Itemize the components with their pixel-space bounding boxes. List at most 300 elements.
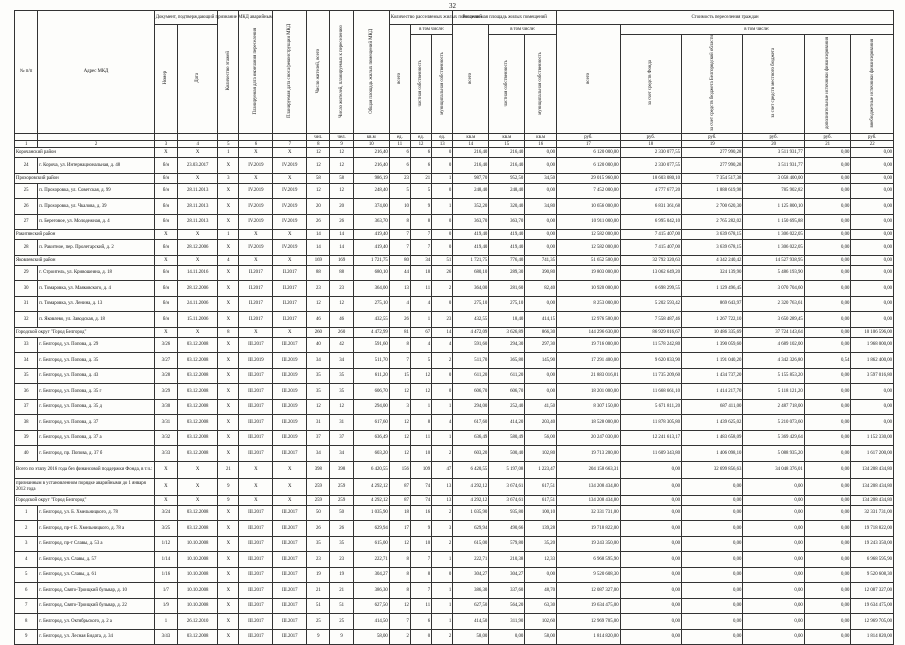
cell: 11 <box>410 430 431 446</box>
cell: 6 <box>410 158 431 174</box>
cell: IV.2019 <box>273 199 307 215</box>
table-row <box>15 614 894 630</box>
cell: 81 <box>389 327 410 337</box>
column-number-cell: 21 <box>804 141 851 148</box>
cell: 0,00 <box>851 312 894 328</box>
table-row <box>15 505 894 521</box>
cell: 0,00 <box>682 583 743 599</box>
table-row <box>15 430 894 446</box>
cell: 47 <box>432 461 453 478</box>
cell: 1 223,47 <box>525 461 557 478</box>
cell: 4 <box>410 337 431 353</box>
cell: 3 070 704,60 <box>743 281 804 297</box>
cell: 67 <box>410 327 431 337</box>
header-no: № п/п <box>15 11 38 134</box>
cell: 0,00 <box>525 214 557 230</box>
cell: 419,40 <box>353 230 389 240</box>
cell: Х <box>218 399 239 415</box>
cell: 398 <box>330 461 353 478</box>
cell: 12 <box>307 183 330 199</box>
cell: 0,00 <box>743 583 804 599</box>
cell: 785 902,82 <box>743 183 804 199</box>
cell: 0,00 <box>804 265 851 281</box>
section-row <box>15 327 894 337</box>
table-row <box>15 158 894 174</box>
cell: 32 699 856,63 <box>682 461 743 478</box>
cell: 1 721,75 <box>353 255 389 265</box>
cell: 216,40 <box>489 158 525 174</box>
cell: 11 <box>410 598 431 614</box>
unit-cell <box>218 134 239 141</box>
cell: 617,51 <box>525 495 557 505</box>
cell: 3 674,61 <box>489 495 525 505</box>
cell: Х <box>273 495 307 505</box>
cell: 0,00 <box>851 230 894 240</box>
cell: 6 968 595,90 <box>851 552 894 568</box>
column-number-cell: 8 <box>307 141 330 148</box>
cell: 952,50 <box>489 173 525 183</box>
cell: III.2017 <box>239 552 273 568</box>
cell: 617,60 <box>353 415 389 431</box>
cell: 0,00 <box>682 536 743 552</box>
cell: 19 634 475,00 <box>851 598 894 614</box>
cell: 13 <box>432 478 453 495</box>
cell: 0,00 <box>851 296 894 312</box>
row-address: п. Ракитное, пер. Пролетарский, д. 2 <box>38 240 154 256</box>
cell: 169 <box>307 255 330 265</box>
cell: 21 <box>410 173 431 183</box>
row-address: г. Белгород, ул. Славы, д. 57 <box>38 552 154 568</box>
cell: Х <box>218 353 239 369</box>
cell: 2 <box>432 536 453 552</box>
cell: 10 486 335,69 <box>682 327 743 337</box>
cell: 0 <box>432 240 453 256</box>
header-doc-number: Номер <box>154 25 177 134</box>
cell: Х <box>273 461 307 478</box>
cell: 21 <box>307 583 330 599</box>
cell: 0,00 <box>682 629 743 645</box>
cell: 12 <box>389 384 410 400</box>
cell: 10 911 000,00 <box>557 214 621 230</box>
column-number-cell: 17 <box>557 141 621 148</box>
cell: 0,00 <box>804 368 851 384</box>
cell: 8 <box>389 337 410 353</box>
cell: Х <box>218 583 239 599</box>
cell: 3 511 931,77 <box>743 148 804 158</box>
header-floors: Количество этажей <box>218 11 239 134</box>
cell: 3 639 678,15 <box>682 230 743 240</box>
cell: 741,35 <box>525 255 557 265</box>
cell: Х <box>154 327 177 337</box>
cell: 0,00 <box>682 614 743 630</box>
unit-cell: ед. <box>389 134 410 141</box>
cell: 8 <box>389 567 410 583</box>
unit-cell: ед. <box>432 134 453 141</box>
column-number-cell: 19 <box>682 141 743 148</box>
cell: 1 814 820,00 <box>851 629 894 645</box>
cell: 0,00 <box>851 265 894 281</box>
cell: Х <box>273 255 307 265</box>
cell: 10 <box>410 446 431 462</box>
cell: 2 330 077,55 <box>620 158 681 174</box>
cell: 8 <box>410 567 431 583</box>
cell: 0,00 <box>620 598 681 614</box>
cell: 58 <box>307 173 330 183</box>
cell: 15 <box>389 368 410 384</box>
cell: II.2017 <box>273 281 307 297</box>
column-number-cell: 15 <box>489 141 525 148</box>
cell: 34 <box>410 255 431 265</box>
cell: 12 <box>330 399 353 415</box>
cell: 6 <box>410 614 431 630</box>
cell: 58,00 <box>525 629 557 645</box>
cell: 134 208 434,80 <box>851 478 894 495</box>
cell: Х <box>178 173 218 183</box>
table-row <box>15 337 894 353</box>
cell: 0,00 <box>851 173 894 183</box>
cell: 3/31 <box>154 415 177 431</box>
cell: 204 158 663,31 <box>557 461 621 478</box>
cell: 8 <box>389 552 410 568</box>
cell: 414,50 <box>353 614 389 630</box>
cell: 0,00 <box>851 415 894 431</box>
cell: 134 208 434,80 <box>851 495 894 505</box>
cell: 11 878 305,80 <box>620 415 681 431</box>
cell: 28.11.2013 <box>178 214 218 230</box>
cell: б/н <box>154 265 177 281</box>
cell: Х <box>218 552 239 568</box>
cell: 9 <box>218 495 239 505</box>
cell: 10.10.2008 <box>178 567 218 583</box>
cell: III.2019 <box>273 384 307 400</box>
cell: 6 420,55 <box>453 461 489 478</box>
cell: 51 <box>432 255 453 265</box>
cell: 11 609 343,80 <box>620 446 681 462</box>
cell: 26 <box>307 214 330 230</box>
cell: 9 620 833,90 <box>620 353 681 369</box>
column-number-cell: 2 <box>38 141 154 148</box>
cell: 1 <box>432 430 453 446</box>
cell: 82,40 <box>525 281 557 297</box>
cell: 7 354 517,38 <box>682 173 743 183</box>
cell: 0,00 <box>804 255 851 265</box>
section-row <box>15 230 894 240</box>
cell: Х <box>218 629 239 645</box>
cell: 1 035,90 <box>353 505 389 521</box>
cell: 0,00 <box>804 148 851 158</box>
cell: 12,33 <box>525 552 557 568</box>
column-number-cell: 12 <box>410 141 431 148</box>
cell: 603,20 <box>353 446 389 462</box>
cell: 10.10.2008 <box>178 583 218 599</box>
cell: Х <box>273 327 307 337</box>
cell: 0,00 <box>620 583 681 599</box>
cell: 3/27 <box>154 353 177 369</box>
table-row <box>15 567 894 583</box>
row-address: п. Яковлево, ул. Заводская, д. 18 <box>38 312 154 328</box>
cell: 86 929 016,67 <box>620 327 681 337</box>
row-address: г. Короча, ул. Интернациональная, д. 48 <box>38 158 154 174</box>
cell: 03.12.2008 <box>178 505 218 521</box>
row-number: 32 <box>15 312 38 328</box>
cell: 4 <box>432 337 453 353</box>
cell: II.2017 <box>273 296 307 312</box>
row-number: 29 <box>15 265 38 281</box>
cell: III.2017 <box>273 505 307 521</box>
cell: 606,70 <box>453 384 489 400</box>
section-row <box>15 173 894 183</box>
cell: 0,00 <box>525 384 557 400</box>
cell: 44 <box>389 265 410 281</box>
cell: 627,50 <box>453 598 489 614</box>
row-address: г. Белгород, ул. Октябрьского, д. 2 а <box>38 614 154 630</box>
row-address: г. Белгород, пр. Попова, д. 37 б <box>38 446 154 462</box>
column-number-cell: 5 <box>218 141 239 148</box>
row-address: г. Белгород, пр-т Славы, д. 53 а <box>38 536 154 552</box>
header-area-group: Расселяемая площадь жилых помещений <box>453 11 557 25</box>
cell: 866,30 <box>525 327 557 337</box>
cell: 0,00 <box>804 230 851 240</box>
cell: 0,00 <box>682 505 743 521</box>
cell: 80 <box>389 255 410 265</box>
cell: 4 292,12 <box>353 478 389 495</box>
row-address: г. Белгород, ул. Попова, д. 35 д <box>38 399 154 415</box>
table-row <box>15 368 894 384</box>
header-residents: Число жителей, всего <box>307 11 330 134</box>
cell: 0,00 <box>489 629 525 645</box>
cell: 617,60 <box>453 415 489 431</box>
cell: 603,20 <box>453 446 489 462</box>
unit-cell: руб. <box>557 134 621 141</box>
cell: 8 <box>410 214 431 230</box>
cell: 216,40 <box>453 158 489 174</box>
cell: Х <box>239 478 273 495</box>
column-number-cell: 1 <box>15 141 38 148</box>
cell: 87 <box>389 478 410 495</box>
cell: 03.12.2008 <box>178 629 218 645</box>
column-number-cell: 7 <box>273 141 307 148</box>
cell: 4 <box>389 296 410 312</box>
row-number: 37 <box>15 399 38 415</box>
unit-cell: руб. <box>620 134 681 141</box>
cell: 0 <box>410 629 431 645</box>
cell: Х <box>273 173 307 183</box>
cell: 0,00 <box>682 478 743 495</box>
cell: Х <box>218 384 239 400</box>
cell: 7 <box>389 353 410 369</box>
cell: 636,49 <box>353 430 389 446</box>
cell: 03.12.2008 <box>178 521 218 537</box>
section-row <box>15 148 894 158</box>
cell: 35 <box>330 536 353 552</box>
cell: 363,70 <box>353 214 389 230</box>
cell: 14 527 938,95 <box>743 255 804 265</box>
header-qty-municipal: муниципальная собственность <box>432 35 453 134</box>
cell: 0,00 <box>804 521 851 537</box>
row-address: г. Белгород, ул. Б. Хмельницкого, д. 78 <box>38 505 154 521</box>
cell: 511,70 <box>353 353 389 369</box>
cell: 629,94 <box>453 521 489 537</box>
cell: 0 <box>432 230 453 240</box>
cell: 0,00 <box>743 495 804 505</box>
cell: 259 <box>330 478 353 495</box>
cell: 636,49 <box>453 430 489 446</box>
cell: 03.12.2008 <box>178 430 218 446</box>
cell: III.2019 <box>239 353 273 369</box>
cell: 25 <box>330 614 353 630</box>
cell: 606,70 <box>353 384 389 400</box>
cell: Х <box>239 230 273 240</box>
cell: 304,27 <box>489 567 525 583</box>
cell: 35 <box>307 536 330 552</box>
row-number: 33 <box>15 337 38 353</box>
cell: 03.12.2008 <box>178 415 218 431</box>
cell: 26 <box>432 265 453 281</box>
cell: 5 088 935,20 <box>743 446 804 462</box>
cell: 24.11.2006 <box>178 296 218 312</box>
cell: 31 <box>330 415 353 431</box>
page-number: 32 <box>449 2 456 10</box>
header-qty-group: Количество расселяемых жилых помещений <box>389 11 453 25</box>
row-address: г. Белгород, ул. Попова, д. 29 <box>38 337 154 353</box>
cell: 35 <box>330 368 353 384</box>
cell: III.2017 <box>239 446 273 462</box>
cell: 1/16 <box>154 567 177 583</box>
cell: Х <box>239 495 273 505</box>
cell: 4 <box>218 255 239 265</box>
cell: Х <box>218 567 239 583</box>
cell: 26.12.2010 <box>178 614 218 630</box>
cell: III.2017 <box>239 567 273 583</box>
row-number: 38 <box>15 415 38 431</box>
cell: 0,00 <box>525 567 557 583</box>
cell: 0,00 <box>743 552 804 568</box>
row-number: 6 <box>15 583 38 599</box>
table-row <box>15 521 894 537</box>
unit-cell: руб. <box>851 134 894 141</box>
cell: Х <box>218 415 239 431</box>
cell: 2 765 282,02 <box>682 214 743 230</box>
cell: 0,00 <box>804 312 851 328</box>
cell: 0,54 <box>804 353 851 369</box>
cell: 8 307 150,00 <box>557 399 621 415</box>
cell: 12 <box>389 415 410 431</box>
cell: 4 292,12 <box>453 495 489 505</box>
cell: III.2017 <box>273 521 307 537</box>
row-address: г. Белгород, ул. Попова, д. 37 <box>38 415 154 431</box>
cell: 3/33 <box>154 446 177 462</box>
cell: III.2017 <box>239 399 273 415</box>
cell: 6 420,55 <box>353 461 389 478</box>
cell: 19 243 350,00 <box>557 536 621 552</box>
cell: 0,00 <box>804 384 851 400</box>
cell: 1/12 <box>154 536 177 552</box>
cell: 156 <box>389 461 410 478</box>
cell: Х <box>154 478 177 495</box>
cell: 6 120 000,00 <box>557 158 621 174</box>
cell: 2 <box>432 281 453 297</box>
cell: Х <box>239 255 273 265</box>
cell: III.2017 <box>273 567 307 583</box>
cell: 260 <box>307 327 330 337</box>
cell: II.2017 <box>239 296 273 312</box>
cell: 12 <box>330 158 353 174</box>
cell: 1 483 658,09 <box>682 430 743 446</box>
header-area-municipal: муниципальная собственность <box>525 35 557 134</box>
cell: 34 048 376,01 <box>743 461 804 478</box>
cell: 0 <box>432 384 453 400</box>
cell: 591,60 <box>353 337 389 353</box>
header-cost-nonreimb: внебюджетные источники финансирования <box>851 35 894 134</box>
cell: 0,00 <box>804 478 851 495</box>
unit-cell <box>154 134 177 141</box>
cell: 14 <box>330 240 353 256</box>
row-address: г. Белгород, ул. Попова, д. 43 <box>38 368 154 384</box>
cell: 611,20 <box>489 368 525 384</box>
column-number-cell: 4 <box>178 141 218 148</box>
cell: IV.2019 <box>239 199 273 215</box>
cell: 617,51 <box>525 478 557 495</box>
cell: Х <box>154 230 177 240</box>
cell: 986,19 <box>353 173 389 183</box>
header-doc-date: Дата <box>178 25 218 134</box>
cell: III.2019 <box>273 368 307 384</box>
cell: III.2017 <box>273 536 307 552</box>
cell: 3 650 289,45 <box>743 312 804 328</box>
cell: 7 452 000,00 <box>557 183 621 199</box>
column-number-cell: 16 <box>525 141 557 148</box>
cell: 10.10.2008 <box>178 598 218 614</box>
cell: 42 <box>330 337 353 353</box>
cell: 432,55 <box>353 312 389 328</box>
table-row <box>15 552 894 568</box>
cell: 8 <box>389 214 410 230</box>
cell: 19 803 000,00 <box>557 265 621 281</box>
cell: III.2017 <box>273 629 307 645</box>
cell: 1 <box>218 230 239 240</box>
cell: 8 253 000,00 <box>557 296 621 312</box>
cell: 0,00 <box>851 199 894 215</box>
cell: 3 597 016,80 <box>851 368 894 384</box>
header-cost-region: за счет средств бюджета Белгородской области <box>682 35 743 134</box>
cell: 0,00 <box>851 158 894 174</box>
cell: 19 <box>307 567 330 583</box>
cell: 248,40 <box>489 183 525 199</box>
cell: Х <box>178 461 218 478</box>
cell: 88 <box>330 265 353 281</box>
row-number: 26 <box>15 199 38 215</box>
row-address: г. Белгород, пр-т Б. Хмельницкого, д. 78 а <box>38 521 154 537</box>
cell: 12 582 000,00 <box>557 240 621 256</box>
unit-cell: руб. <box>804 134 851 141</box>
units-row <box>15 134 894 141</box>
cell: 18 528 000,00 <box>557 415 621 431</box>
cell: 13 <box>389 281 410 297</box>
cell: 48,70 <box>525 583 557 599</box>
unit-cell: кв.м <box>453 134 489 141</box>
cell: 294,30 <box>489 337 525 353</box>
cell: 294,00 <box>453 399 489 415</box>
cell: 28.12.2006 <box>178 281 218 297</box>
cell: 0,00 <box>743 614 804 630</box>
cell: 374,00 <box>353 199 389 215</box>
cell: III.2017 <box>273 337 307 353</box>
cell: 275,10 <box>453 296 489 312</box>
cell: Х <box>218 614 239 630</box>
cell: 134 208 434,80 <box>851 461 894 478</box>
cell: Х <box>218 158 239 174</box>
cell: Х <box>154 461 177 478</box>
